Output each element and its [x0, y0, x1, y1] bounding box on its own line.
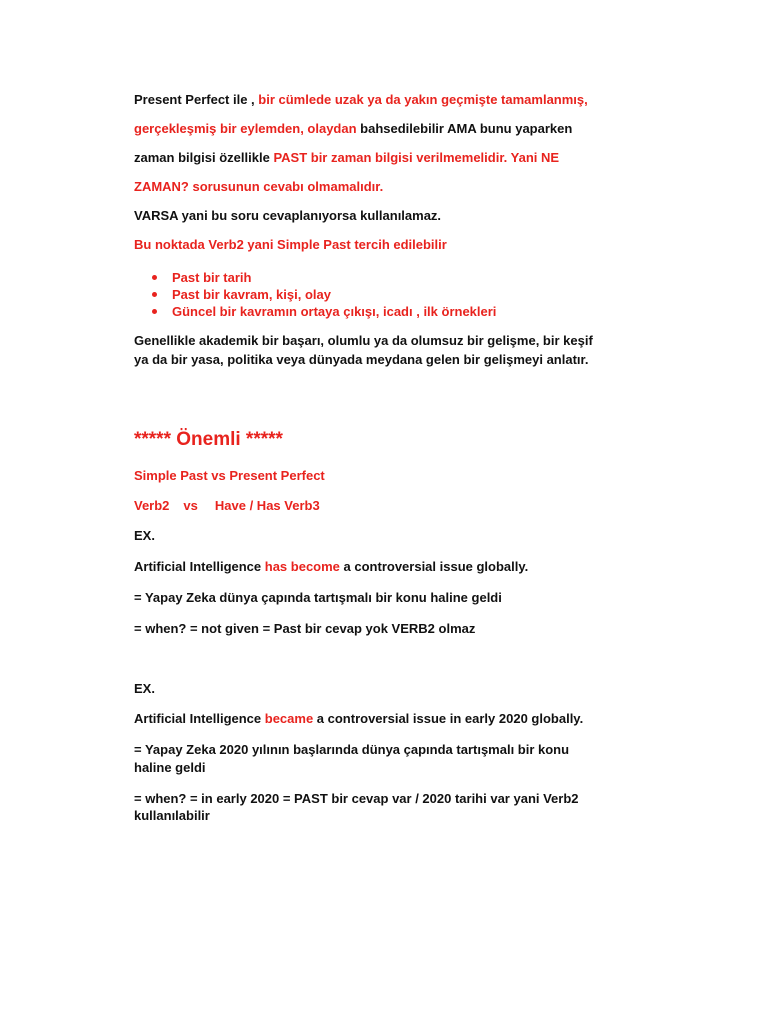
- bullet-dot-icon: [152, 275, 157, 280]
- important-heading: ***** Önemli *****: [134, 429, 283, 450]
- verb2-label: Verb2: [134, 498, 170, 513]
- vs-label: vs: [183, 498, 198, 513]
- list-item: Güncel bir kavramın ortaya çıkışı, icadı , ilk örnekleri: [150, 303, 496, 320]
- intro-text: zaman bilgisi özellikle: [134, 150, 274, 165]
- example1-verb: has become: [264, 559, 340, 574]
- intro-highlight: PAST bir zaman bilgisi verilmemelidir. Yani NE: [273, 150, 560, 165]
- comparison-subtitle: Simple Past vs Present Perfect: [134, 468, 325, 483]
- comparison-row: [134, 498, 320, 514]
- bullet-dot-icon: [152, 309, 157, 314]
- intro-line-1: [134, 92, 588, 108]
- general-line-1: Genellikle akademik bir başarı, olumlu ya da olumsuz bir gelişme, bir keşif: [134, 333, 593, 348]
- intro-line-6: Bu noktada Verb2 yani Simple Past tercih edilebilir: [134, 237, 447, 252]
- intro-line-2: [134, 121, 572, 137]
- example1-note: = when? = not given = Past bir cevap yok VERB2 olmaz: [134, 621, 476, 636]
- example2-note-line-2: kullanılabilir: [134, 808, 210, 823]
- example2-note-line-1: = when? = in early 2020 = PAST bir cevap var / 2020 tarihi var yani Verb2: [134, 791, 579, 806]
- list-item: Past bir kavram, kişi, olay: [150, 286, 496, 303]
- intro-line-3: [134, 150, 559, 166]
- example2-verb: became: [264, 711, 314, 726]
- verb3-label: Have / Has Verb3: [214, 498, 320, 513]
- example2-translation-line-2: haline geldi: [134, 760, 206, 775]
- intro-highlight: gerçekleşmiş bir eylemden, olaydan: [134, 121, 361, 136]
- intro-text: Present Perfect ile ,: [134, 92, 259, 107]
- example2-label: EX.: [134, 681, 155, 696]
- intro-highlight: bir cümlede uzak ya da yakın geçmişte tamamlanmış,: [258, 92, 588, 107]
- example1-translation: = Yapay Zeka dünya çapında tartışmalı bir konu haline geldi: [134, 590, 502, 605]
- intro-line-4: ZAMAN? sorusunun cevabı olmamalıdır.: [134, 179, 384, 194]
- bullet-list: [150, 269, 496, 320]
- example1-sentence: Artificial Intelligence has become a controversial issue globally.: [134, 559, 529, 574]
- intro-text: bahsedilebilir AMA bunu yaparken: [360, 121, 573, 136]
- bullet-dot-icon: [152, 292, 157, 297]
- list-item: Past bir tarih: [150, 269, 496, 286]
- example2-sentence: Artificial Intelligence became a controversial issue in early 2020 globally.: [134, 711, 584, 726]
- example2-translation-line-1: = Yapay Zeka 2020 yılının başlarında dünya çapında tartışmalı bir konu: [134, 742, 570, 757]
- general-line-2: ya da bir yasa, politika veya dünyada meydana gelen bir gelişmeyi anlatır.: [134, 352, 589, 367]
- intro-line-5: VARSA yani bu soru cevaplanıyorsa kullanılamaz.: [134, 208, 442, 223]
- example1-label: EX.: [134, 528, 155, 543]
